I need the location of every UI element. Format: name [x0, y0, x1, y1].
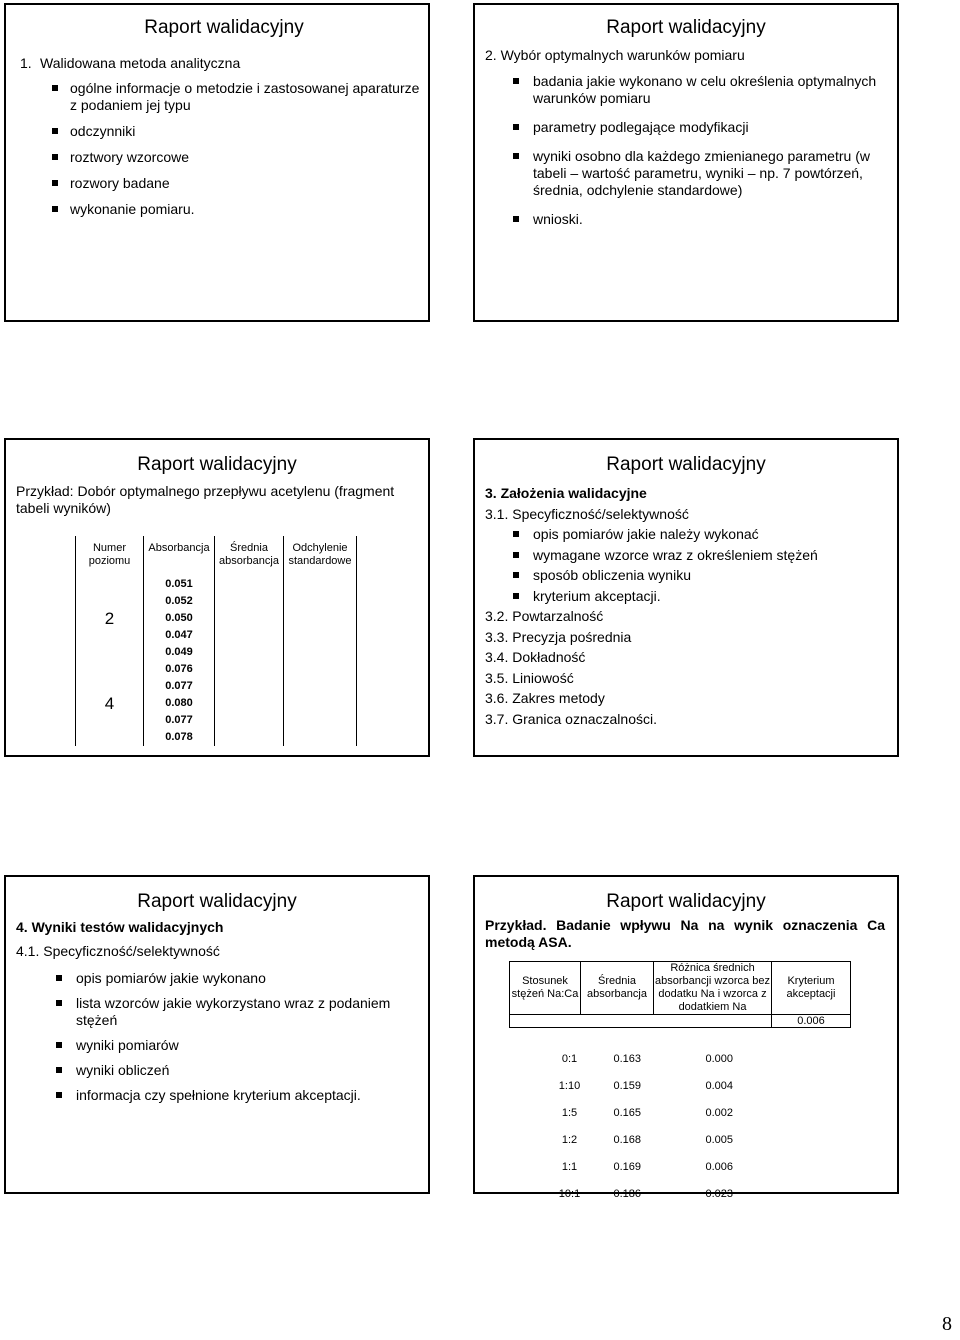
table-cell: 0.077 — [165, 714, 193, 726]
table-cell: 10:1 — [558, 1188, 581, 1200]
values-cell — [144, 661, 215, 746]
slide-title: Raport walidacyjny — [137, 891, 297, 912]
table-cell-empty — [284, 661, 357, 746]
slide-heading: 3. Założenia walidacyjne — [485, 485, 647, 501]
bullet-list — [485, 73, 889, 240]
list-item: informacja czy spełnione kryterium akceptacji. — [16, 1087, 416, 1104]
table-header: Absorbancja — [144, 536, 215, 576]
table-cell: 0.047 — [165, 629, 193, 641]
table-cell: 1:1 — [561, 1161, 578, 1173]
table-row — [544, 1073, 885, 1100]
table-header: Stosunek stężeń Na:Ca — [510, 962, 581, 1015]
list-item: 3.3. Precyzja pośrednia — [485, 628, 632, 645]
table-header: Różnica średnich absorbancji wzorca bez dodatku Na i wzorca z dodatkiem Na — [655, 962, 770, 1013]
slide-title: Raport walidacyjny — [144, 17, 304, 38]
list-item: 3.1. Specyficzność/selektywność — [485, 505, 689, 522]
slide-heading: 2. Wybór optymalnych warunków pomiaru — [485, 47, 745, 63]
table-cell-empty — [215, 576, 284, 661]
table-cell: 1:10 — [558, 1080, 581, 1092]
list-item: ogólne informacje o metodzie i zastosowanej aparaturze z podaniem jej typu — [20, 80, 420, 114]
slide-title: Raport walidacyjny — [137, 454, 297, 475]
slide-subheading: 4.1. Specyficzność/selektywność — [16, 943, 220, 959]
list-item: sposób obliczenia wyniku — [485, 565, 818, 586]
bullet-list — [20, 80, 420, 227]
results-block — [510, 1015, 772, 1200]
list-item: kryterium akceptacji. — [485, 586, 818, 607]
table-header: Odchylenie standardowe — [284, 536, 357, 576]
list-item: rozwory badane — [20, 175, 420, 192]
table-cell: 0.159 — [613, 1080, 642, 1092]
list-item: 3.7. Granica oznaczalności. — [485, 710, 657, 727]
table-cell: 0.163 — [613, 1053, 642, 1065]
list-item: wykonanie pomiaru. — [20, 201, 420, 218]
bullet-list — [16, 970, 416, 1112]
page-number: 8 — [942, 1313, 952, 1335]
slide-title: Raport walidacyjny — [606, 454, 766, 475]
table-cell: 0.000 — [705, 1053, 734, 1065]
table-cell-empty — [215, 661, 284, 746]
list-item: lista wzorców jakie wykorzystano wraz z podaniem stężeń — [16, 995, 416, 1029]
table-cell: 0.023 — [705, 1188, 734, 1200]
values-cell — [144, 576, 215, 661]
slide-4 — [473, 438, 899, 757]
table-cell: 0.004 — [705, 1080, 734, 1092]
table-cell-empty — [284, 576, 357, 661]
table-cell: 0.077 — [165, 680, 193, 692]
table-cell: 0.049 — [165, 646, 193, 658]
slide-intro: Przykład: Dobór optymalnego przepływu acetylenu (fragment tabeli wyników) — [16, 483, 395, 516]
slide-title: Raport walidacyjny — [606, 17, 766, 38]
list-item: wnioski. — [485, 211, 889, 228]
table-cell: 0.052 — [165, 595, 193, 607]
table-row — [544, 1181, 885, 1208]
list-item: wyniki pomiarów — [16, 1037, 416, 1054]
slide-6 — [473, 875, 899, 1200]
table-header: Średnia absorbancja — [215, 536, 284, 576]
results-table — [75, 536, 357, 746]
slide-body — [485, 483, 818, 729]
table-header: Numer poziomu — [76, 536, 144, 576]
level-cell: 2 — [76, 576, 144, 661]
table-cell: 0.005 — [705, 1134, 734, 1146]
table-row — [544, 1100, 885, 1127]
list-item: opis pomiarów jakie wykonano — [16, 970, 416, 987]
results-inner-table — [544, 1046, 885, 1208]
level-cell: 4 — [76, 661, 144, 746]
table-cell: 0.006 — [705, 1161, 734, 1173]
list-item: wymagane wzorce wraz z określeniem stężeń — [485, 545, 818, 566]
table-cell: 0.050 — [165, 612, 193, 624]
table-header: Kryterium akceptacji — [772, 962, 851, 1015]
slide-3 — [4, 438, 430, 757]
table-cell: 0.076 — [165, 663, 193, 675]
slide-2 — [473, 3, 899, 322]
table-cell: 0.080 — [165, 697, 193, 709]
list-item: 3.4. Dokładność — [485, 649, 586, 665]
list-item: 3.2. Powtarzalność — [485, 608, 604, 624]
table-cell: 0.165 — [613, 1107, 642, 1119]
table-row — [544, 1154, 885, 1181]
table-row — [544, 1127, 885, 1154]
list-item: opis pomiarów jakie należy wykonać — [485, 524, 818, 545]
list-item: 3.6. Zakres metody — [485, 690, 605, 706]
list-item: roztwory wzorcowe — [20, 149, 420, 166]
slide-heading — [20, 55, 240, 71]
table-cell: 0.186 — [613, 1188, 642, 1200]
table-row — [544, 1046, 885, 1073]
table-cell: 1:2 — [561, 1134, 578, 1146]
table-cell: 1:5 — [561, 1107, 578, 1119]
list-item: odczynniki — [20, 123, 420, 140]
list-item: 3.5. Liniowość — [485, 669, 574, 686]
slide-heading: Przykład. Badanie wpływu Na na wynik oznaczenia Ca metodą ASA. — [485, 917, 885, 950]
criterion-cell: 0.006 — [772, 1015, 851, 1028]
table-cell: 0.168 — [613, 1134, 642, 1146]
table-cell: 0.002 — [705, 1107, 734, 1119]
heading-text: Walidowana metoda analityczna — [40, 55, 241, 71]
table-cell: 0:1 — [561, 1053, 578, 1065]
list-item: parametry podlegające modyfikacji — [485, 119, 889, 136]
list-item: wyniki obliczeń — [16, 1062, 416, 1079]
table-cell: 0.078 — [165, 731, 193, 743]
na-ca-table — [509, 961, 851, 1200]
slide-5 — [4, 875, 430, 1194]
list-item: badania jakie wykonano w celu określenia optymalnych warunków pomiaru — [485, 73, 889, 107]
table-cell: 0.051 — [165, 578, 193, 590]
slide-title: Raport walidacyjny — [606, 891, 766, 912]
table-header: Średnia absorbancja — [581, 962, 654, 1015]
list-item: wyniki osobno dla każdego zmienianego parametru (w tabeli – wartość parametru, wyniki – np. 7 powtórzeń, średnia, odchylenie standardowe) — [485, 148, 889, 199]
slide-heading: 4. Wyniki testów walidacyjnych — [16, 919, 224, 935]
slide-1 — [4, 3, 430, 322]
heading-number: 1. — [20, 55, 32, 71]
table-cell: 0.169 — [613, 1161, 642, 1173]
